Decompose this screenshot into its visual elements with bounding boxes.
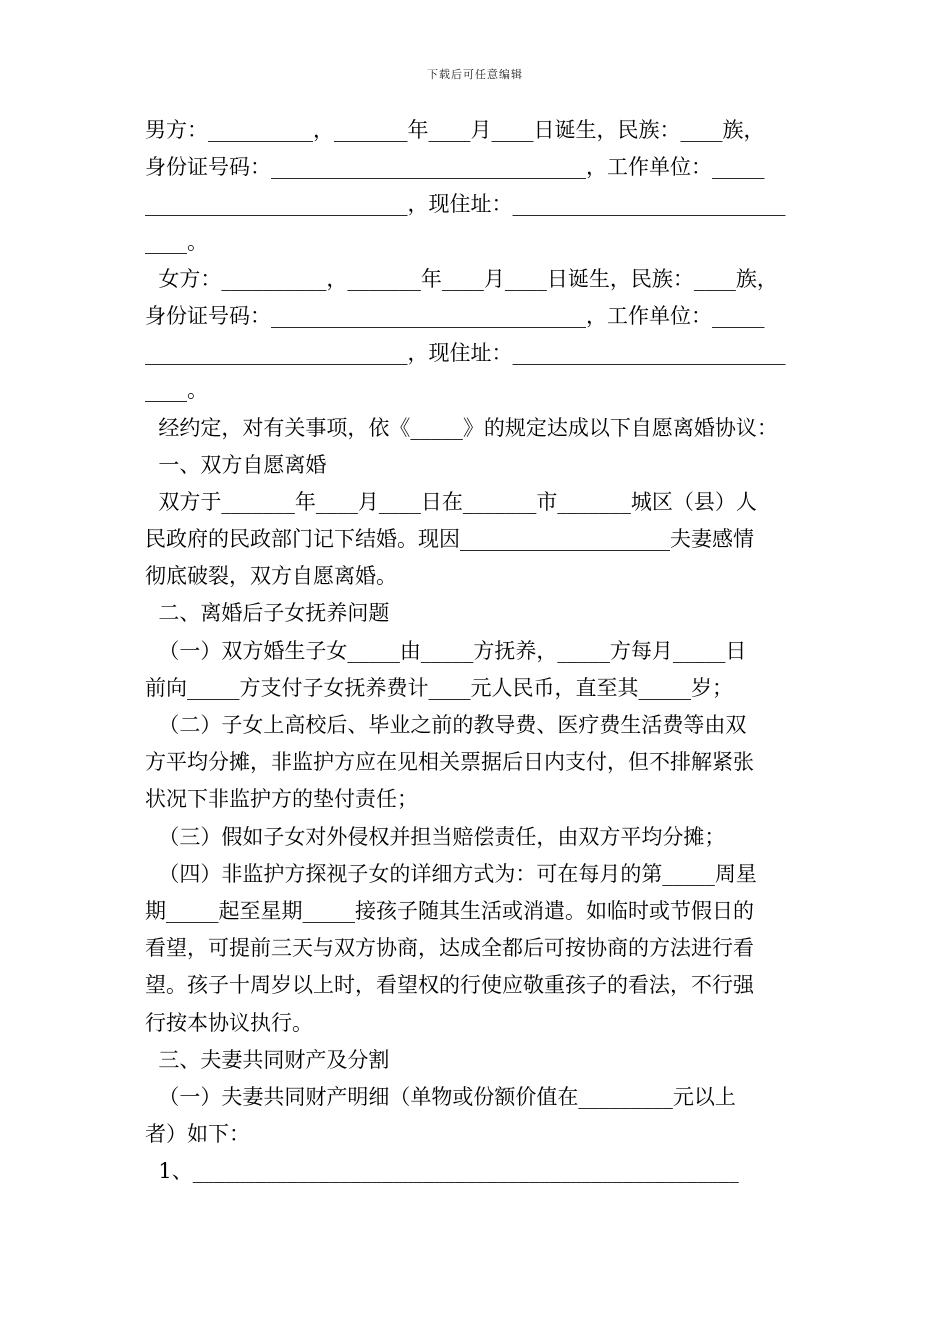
section-heading-2: 二、离婚后子女抚养问题 (145, 601, 390, 626)
document-body (145, 112, 810, 1190)
text-line-3: _________________________，现住址：__________________________ (145, 192, 786, 217)
text-line-21: （四）非监护方探视子女的详细方式为：可在每月的第_____周星 (145, 861, 757, 886)
page-header: 下载后可任意编辑 (427, 68, 523, 81)
text-line-27: （一）夫妻共同财产明细（单物或份额价值在_________元以上 (145, 1084, 736, 1109)
text-line-11: 双方于_______年____月____日在_______市_______城区（县）人 (145, 489, 757, 514)
section-heading-1: 一、双方自愿离婚 (145, 452, 327, 477)
text-line-17: （二）子女上高校后、毕业之前的教导费、医疗费生活费等由双 (145, 713, 747, 737)
text-line-24: 望。孩子十周岁以上时，看望权的行使应敬重孩子的看法，不行强 (145, 973, 754, 998)
text-line-22: 期_____起至星期_____接孩子随其生活或消遣。如临时或节假日的 (145, 898, 754, 923)
text-line-19: 状况下非监护方的垫付责任； (145, 787, 418, 812)
text-line-1: 男方：__________，_______年____月____日诞生，民族：____族， (145, 118, 765, 142)
text-line-23: 看望，可提前三天与双方协商，达成全都后可按协商的方法进行看 (145, 936, 754, 961)
text-line-15: （一）双方婚生子女_____由_____方抚养，_____方每月_____日 (145, 638, 747, 663)
text-line-28: 者）如下： (145, 1122, 250, 1147)
text-line-12: 民政府的民政部门记下结婚。现因____________________夫妻感情 (145, 527, 754, 552)
text-line-9: 经约定，对有关事项，依《_____》的规定达成以下自愿离婚协议： (145, 415, 778, 440)
text-line-13: 彻底破裂，双方自愿离婚。 (145, 564, 397, 589)
text-line-16: 前向_____方支付子女抚养费计____元人民币，直至其_____岁； (145, 675, 733, 700)
text-line-4: ____。 (145, 229, 208, 254)
text-line-6: 身份证号码：______________________________，工作单位：_____ (145, 303, 765, 328)
text-line-18: 方平均分摊，非监护方应在见相关票据后日内支付，但不排解紧张 (145, 750, 754, 775)
text-line-20: （三）假如子女对外侵权并担当赔偿责任，由双方平均分摊； (145, 824, 726, 849)
text-line-25: 行按本协议执行。 (145, 1010, 313, 1035)
text-line-29: 1、____________________________________________________ (145, 1159, 739, 1184)
text-line-5: 女方：__________，_______年____月____日诞生，民族：____族， (145, 266, 778, 291)
text-line-2: 身份证号码：______________________________，工作单位：_____ (145, 155, 765, 180)
section-heading-3: 三、夫妻共同财产及分割 (145, 1047, 390, 1072)
text-line-8: ____。 (145, 378, 208, 403)
text-line-7: _________________________，现住址：__________________________ (145, 341, 786, 366)
